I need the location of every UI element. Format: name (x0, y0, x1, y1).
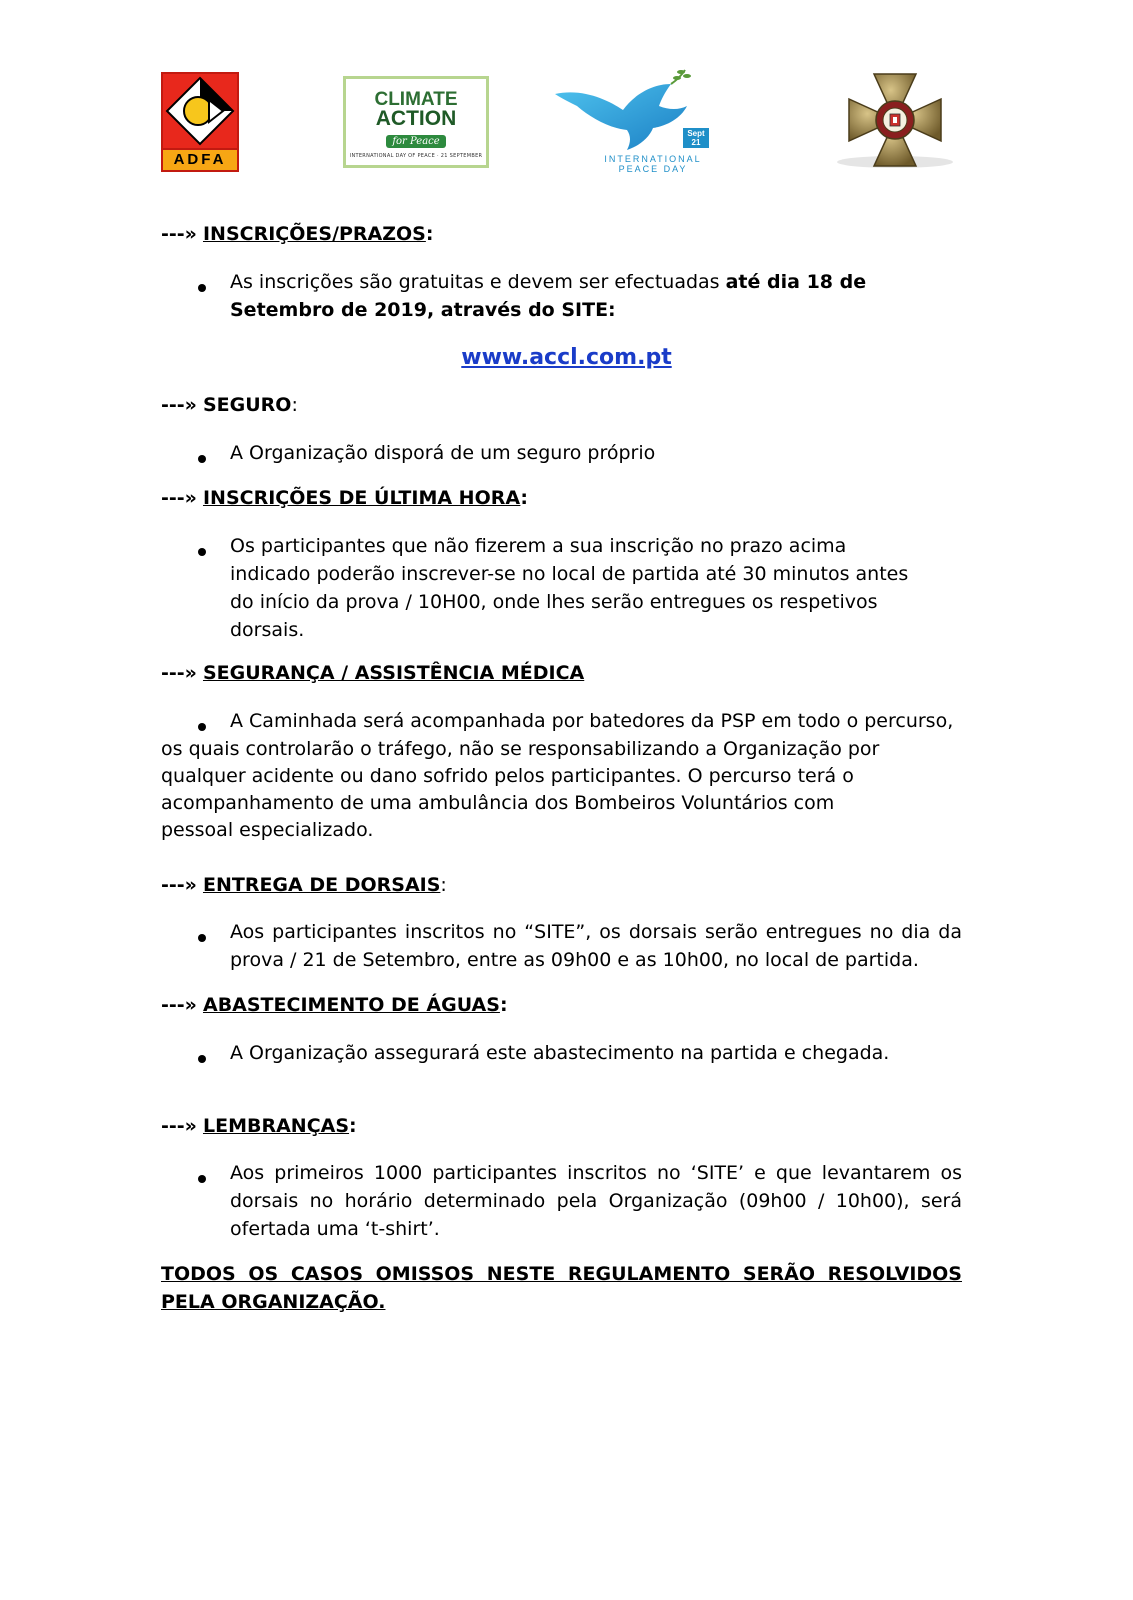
arrow-marker: ---» (161, 994, 197, 1016)
seguranca-line3: qualquer acidente ou dano sofrido pelos participantes. O percurso terá o (161, 765, 854, 787)
bullet-icon (198, 1175, 206, 1183)
climate-line3: for Peace (386, 135, 445, 148)
climate-action-logo (343, 76, 489, 168)
ultima-hora-paragraph: Os participantes que não fizerem a sua inscrição no prazo acima indicado poderão inscrever-se no local de partida até 30 minutos antes do início da prova / 10H00, onde lhes serão entregues os respetivos dorsais. (230, 535, 909, 641)
bullet-icon (198, 723, 206, 731)
lembrancas-paragraph: Aos primeiros 1000 participantes inscritos no ‘SITE’ e que levantarem os dorsais no horário determinado pela Organização (09h00 / 10h00), será ofertada uma ‘t-shirt’. (230, 1162, 962, 1240)
sept-badge (683, 128, 709, 148)
heading-colon: : (291, 394, 298, 416)
heading-ultima-hora-title: INSCRIÇÕES DE ÚLTIMA HORA (202, 487, 521, 509)
maltese-cross-icon (832, 70, 958, 170)
accl-website-link[interactable]: www.accl.com.pt (461, 345, 672, 370)
adfa-label: ADFA (161, 150, 239, 172)
heading-lembrancas (161, 1113, 357, 1140)
international-peace-day-logo (553, 66, 713, 172)
heading-seguro-title: SEGURO (202, 394, 292, 416)
heading-seguranca-title: SEGURANÇA / ASSISTÊNCIA MÉDICA (202, 662, 585, 684)
seguranca-line1: A Caminhada será acompanhada por batedores da PSP em todo o percurso, (230, 710, 954, 732)
climate-line2: ACTION (375, 107, 457, 130)
seguranca-line4: acompanhamento de uma ambulância dos Bombeiros Voluntários com (161, 792, 835, 814)
arrow-marker: ---» (161, 662, 197, 684)
bullet-icon (198, 934, 206, 942)
heading-lembrancas-title: LEMBRANÇAS (202, 1115, 350, 1137)
bullet-icon (198, 1055, 206, 1063)
arrow-marker: ---» (161, 223, 197, 245)
heading-colon: : (425, 223, 434, 245)
seguro-paragraph: A Organização disporá de um seguro próprio (230, 442, 656, 464)
inscricoes-deadline: até dia 18 de Setembro de 2019, através do SITE: (230, 271, 867, 321)
bullet-icon (198, 548, 206, 556)
aguas-paragraph: A Organização assegurará este abastecimento na partida e chegada. (230, 1042, 890, 1064)
sept-day: 21 (691, 138, 701, 147)
heading-colon: : (440, 874, 447, 896)
heading-inscricoes (161, 221, 433, 248)
inscricoes-text: As inscrições são gratuitas e devem ser efectuadas (230, 271, 726, 293)
adfa-emblem (161, 72, 239, 150)
arrow-marker: ---» (161, 874, 197, 896)
heading-colon: : (499, 994, 508, 1016)
link-container (0, 345, 1133, 370)
heading-inscricoes-title: INSCRIÇÕES/PRAZOS (202, 223, 426, 245)
seguranca-line2: os quais controlarão o tráfego, não se responsabilizando a Organização por (161, 738, 880, 760)
logo-bar (0, 66, 1133, 176)
sept-label: Sept (687, 129, 705, 138)
climate-line4: INTERNATIONAL DAY OF PEACE · 21 SEPTEMBER (349, 153, 483, 159)
arrow-marker: ---» (161, 1115, 197, 1137)
heading-dorsais-title: ENTREGA DE DORSAIS (202, 874, 441, 896)
peace-caption-line2: PEACE DAY (618, 164, 688, 174)
seguranca-line5: pessoal especializado. (161, 819, 374, 841)
heading-aguas (161, 992, 508, 1019)
heading-dorsais (161, 872, 447, 899)
adfa-emblem-icon (163, 74, 237, 148)
peace-caption-line1: INTERNATIONAL (604, 154, 702, 164)
bullet-icon (198, 455, 206, 463)
heading-colon: : (520, 487, 529, 509)
cross-emblem-logo (832, 70, 958, 170)
heading-seguranca (161, 660, 584, 687)
bullet-icon (198, 284, 206, 292)
heading-colon: : (349, 1115, 357, 1137)
climate-line1: CLIMATE (374, 89, 458, 110)
peace-day-caption (593, 154, 713, 174)
adfa-logo (161, 72, 239, 172)
heading-seguro (161, 392, 298, 419)
inscricoes-paragraph (230, 268, 962, 324)
arrow-marker: ---» (161, 394, 197, 416)
final-note: TODOS OS CASOS OMISSOS NESTE REGULAMENTO SERÃO RESOLVIDOS PELA ORGANIZAÇÃO. (161, 1263, 962, 1313)
heading-ultima-hora (161, 485, 528, 512)
arrow-marker: ---» (161, 487, 197, 509)
heading-aguas-title: ABASTECIMENTO DE ÁGUAS (202, 994, 500, 1016)
dorsais-paragraph: Aos participantes inscritos no “SITE”, os dorsais serão entregues no dia da prova / 21 de Setembro, entre as 09h00 e as 10h00, no local de partida. (230, 921, 962, 971)
